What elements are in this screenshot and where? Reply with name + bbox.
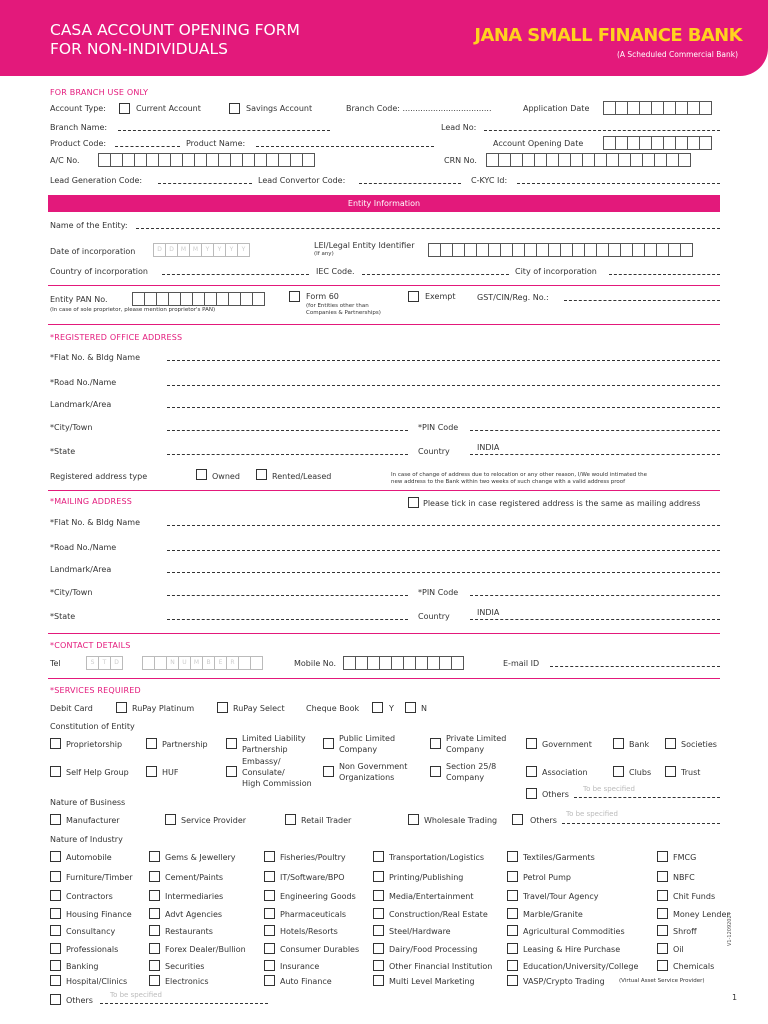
industry-cement: Cement/Paints [165, 873, 224, 882]
mail-pin-label: *PIN Code [418, 588, 459, 597]
doi-boxes[interactable]: D D M M Y Y Y Y [153, 243, 249, 257]
public-ltd-checkbox[interactable] [323, 738, 334, 749]
proprietorship-label: Proprietorship [66, 740, 123, 749]
constitution-others-label: Others [542, 790, 569, 799]
retail-trader-checkbox[interactable] [285, 814, 296, 825]
reg-country-field[interactable] [470, 454, 720, 455]
doi-label: Date of incorporation [50, 247, 136, 256]
branch-name-label: Branch Name: [50, 123, 108, 132]
industry-checkbox[interactable] [264, 871, 275, 882]
retail-trader-label: Retail Trader [301, 816, 352, 825]
industry-checkbox[interactable] [264, 908, 275, 919]
industry-checkbox[interactable] [149, 890, 160, 901]
page-number: 1 [732, 993, 738, 1002]
industry-checkbox[interactable] [50, 890, 61, 901]
industry-checkbox[interactable] [149, 871, 160, 882]
industry-checkbox[interactable] [373, 975, 384, 986]
industry-checkbox[interactable] [264, 960, 275, 971]
lei-sub: (If any) [314, 251, 334, 257]
clubs-label: Clubs [629, 768, 652, 777]
rupay-select-checkbox[interactable] [217, 702, 228, 713]
industry-others-field[interactable] [100, 1003, 268, 1004]
industry-checkbox[interactable] [264, 851, 275, 862]
manufacturer-checkbox[interactable] [50, 814, 61, 825]
business-others-label: Others [530, 816, 557, 825]
industry-checkbox[interactable] [50, 851, 61, 862]
industry-checkbox[interactable] [507, 960, 518, 971]
iec-label: IEC Code. [316, 267, 355, 276]
product-name-label: Product Name: [186, 139, 246, 148]
industry-vasp: VASP/Crypto Trading [523, 977, 605, 986]
industry-checkbox[interactable] [264, 925, 275, 936]
pan-label: Entity PAN No. [50, 295, 108, 304]
std-boxes[interactable]: S T D [86, 656, 122, 670]
tel-label: Tel [50, 659, 61, 668]
trust-checkbox[interactable] [665, 766, 676, 777]
business-others-checkbox[interactable] [512, 814, 523, 825]
debit-card-label: Debit Card [50, 704, 93, 713]
ckyc-label: C-KYC Id: [471, 176, 508, 185]
sec25-checkbox[interactable] [430, 766, 441, 777]
reg-state-field[interactable] [167, 454, 408, 455]
gst-label: GST/CIN/Reg. No.: [477, 293, 549, 302]
reg-flat-field[interactable] [167, 360, 720, 361]
cheque-yes-checkbox[interactable] [372, 702, 383, 713]
lead-no-field[interactable] [484, 130, 720, 131]
industry-checkbox[interactable] [657, 943, 668, 954]
industry-shroff: Shroff [673, 927, 697, 936]
reg-country-value: INDIA [477, 443, 500, 452]
email-field[interactable] [550, 666, 720, 667]
industry-professionals: Professionals [66, 945, 119, 954]
reg-landmark-label: Landmark/Area [50, 400, 112, 409]
industry-checkbox[interactable] [264, 975, 275, 986]
email-label: E-mail ID [503, 659, 540, 668]
industry-checkbox[interactable] [50, 925, 61, 936]
huf-label: HUF [162, 768, 179, 777]
business-others-placeholder: To be specified [566, 810, 618, 818]
form60-checkbox[interactable] [289, 291, 300, 302]
lei-boxes[interactable] [428, 243, 692, 257]
private-ltd-checkbox[interactable] [430, 738, 441, 749]
industry-travel: Travel/Tour Agency [523, 892, 599, 901]
industry-electronics: Electronics [165, 977, 209, 986]
industry-construction: Construction/Real Estate [389, 910, 488, 919]
industry-contractors: Contractors [66, 892, 113, 901]
industry-checkbox[interactable] [149, 943, 160, 954]
rupay-platinum-checkbox[interactable] [116, 702, 127, 713]
mail-country-label: Country [418, 612, 450, 621]
llp-label: Limited Liability Partnership [242, 734, 306, 754]
industry-hospital: Hospital/Clinics [66, 977, 128, 986]
ckyc-field[interactable] [517, 183, 720, 184]
industry-insurance: Insurance [280, 962, 320, 971]
services-heading: *SERVICES REQUIRED [50, 686, 141, 695]
ngo-checkbox[interactable] [323, 766, 334, 777]
mail-city-label: *City/Town [50, 588, 93, 597]
shg-checkbox[interactable] [50, 766, 61, 777]
tel-number-boxes[interactable]: N U M B E R [142, 656, 262, 670]
industry-oil: Oil [673, 945, 684, 954]
industry-mlm: Multi Level Marketing [389, 977, 475, 986]
industry-engineering: Engineering Goods [280, 892, 356, 901]
product-code-label: Product Code: [50, 139, 107, 148]
cheque-yes-label: Y [389, 704, 394, 713]
reg-pin-label: *PIN Code [418, 423, 459, 432]
industry-checkbox[interactable] [507, 871, 518, 882]
manufacturer-label: Manufacturer [66, 816, 120, 825]
embassy-checkbox[interactable] [226, 766, 237, 777]
bank-name: JANA SMALL FINANCE BANK [474, 25, 742, 46]
branch-heading: FOR BRANCH USE ONLY [50, 88, 149, 97]
industry-intermediaries: Intermediaries [165, 892, 224, 901]
divider [48, 490, 720, 491]
industry-other-financial: Other Financial Institution [389, 962, 493, 971]
lead-no-label: Lead No: [441, 123, 477, 132]
mail-state-label: *State [50, 612, 76, 621]
industry-gems: Gems & Jewellery [165, 853, 236, 862]
industry-checkbox[interactable] [50, 975, 61, 986]
mail-heading: *MAILING ADDRESS [50, 497, 133, 506]
industry-housing-finance: Housing Finance [66, 910, 132, 919]
industry-checkbox[interactable] [657, 908, 668, 919]
opening-date-boxes[interactable] [603, 136, 711, 150]
industry-media: Media/Entertainment [389, 892, 474, 901]
llp-checkbox[interactable] [226, 738, 237, 749]
bank-label: Bank [629, 740, 650, 749]
ac-no-label: A/C No. [50, 156, 80, 165]
reg-road-field[interactable] [167, 385, 720, 386]
reg-flat-label: *Flat No. & Bldg Name [50, 353, 141, 362]
constitution-others-checkbox[interactable] [526, 788, 537, 799]
country-inc-field[interactable] [162, 274, 309, 275]
current-account-checkbox[interactable] [119, 103, 130, 114]
industry-checkbox[interactable] [507, 851, 518, 862]
current-account-label: Current Account [136, 104, 201, 113]
lead-conv-field[interactable] [359, 183, 461, 184]
industry-checkbox[interactable] [657, 871, 668, 882]
industry-securities: Securities [165, 962, 205, 971]
pan-note: (In case of sole proprietor, please mention proprietor's PAN) [50, 307, 216, 313]
form-title: CASA ACCOUNT OPENING FORM FOR NON-INDIVIDUALS [50, 21, 300, 58]
reg-country-label: Country [418, 447, 450, 456]
divider [48, 285, 720, 286]
government-checkbox[interactable] [526, 738, 537, 749]
association-checkbox[interactable] [526, 766, 537, 777]
industry-checkbox[interactable] [149, 908, 160, 919]
societies-label: Societies [681, 740, 717, 749]
constitution-others-placeholder: To be specified [583, 785, 635, 793]
embassy-label: Embassy/ Consulate/ High Commission [242, 757, 312, 788]
city-inc-field[interactable] [609, 274, 720, 275]
cheque-no-checkbox[interactable] [405, 702, 416, 713]
industry-transport: Transportation/Logistics [389, 853, 485, 862]
ac-no-boxes[interactable] [98, 153, 314, 167]
mail-country-value: INDIA [477, 608, 500, 617]
industry-money-lender: Money Lender [673, 910, 730, 919]
crn-no-boxes[interactable] [486, 153, 690, 167]
industry-checkbox[interactable] [507, 943, 518, 954]
industry-textiles: Textiles/Garments [523, 853, 595, 862]
shg-label: Self Help Group [66, 768, 129, 777]
mail-pin-field[interactable] [470, 595, 720, 596]
gst-field[interactable] [564, 300, 720, 301]
industry-nbfc: NBFC [673, 873, 695, 882]
version-code: V1-12092024 [727, 912, 733, 946]
industry-others-checkbox[interactable] [50, 994, 61, 1005]
mobile-label: Mobile No. [294, 659, 337, 668]
rupay-platinum-label: RuPay Platinum [132, 704, 195, 713]
huf-checkbox[interactable] [146, 766, 157, 777]
industry-marble: Marble/Granite [523, 910, 583, 919]
trust-label: Trust [681, 768, 701, 777]
pan-boxes[interactable] [132, 292, 264, 306]
industry-checkbox[interactable] [50, 871, 61, 882]
product-name-field[interactable] [256, 146, 434, 147]
industry-chemicals: Chemicals [673, 962, 715, 971]
industry-checkbox[interactable] [149, 975, 160, 986]
rupay-select-label: RuPay Select [233, 704, 285, 713]
same-address-checkbox[interactable] [408, 497, 419, 508]
clubs-checkbox[interactable] [613, 766, 624, 777]
same-address-label: Please tick in case registered address is the same as mailing address [423, 499, 701, 508]
bank-checkbox[interactable] [613, 738, 624, 749]
industry-auto-finance: Auto Finance [280, 977, 332, 986]
country-inc-label: Country of incorporation [50, 267, 148, 276]
divider [48, 324, 720, 325]
savings-account-label: Savings Account [246, 104, 313, 113]
header-banner [0, 0, 768, 76]
form60-label: Form 60 [306, 292, 339, 301]
industry-checkbox[interactable] [507, 890, 518, 901]
industry-checkbox[interactable] [264, 943, 275, 954]
contact-heading: *CONTACT DETAILS [50, 641, 131, 650]
branch-code-field[interactable]: Branch Code: ................................... [346, 104, 492, 113]
lei-label: LEI/Legal Entity Identifier [314, 241, 415, 250]
entity-name-label: Name of the Entity: [50, 221, 128, 230]
industry-checkbox[interactable] [373, 890, 384, 901]
industry-consumer-durables: Consumer Durables [280, 945, 360, 954]
mail-landmark-field[interactable] [167, 572, 720, 573]
entity-name-field[interactable] [136, 228, 720, 229]
government-label: Government [542, 740, 592, 749]
industry-fmcg: FMCG [673, 853, 697, 862]
industry-checkbox[interactable] [373, 871, 384, 882]
partnership-checkbox[interactable] [146, 738, 157, 749]
mail-road-field[interactable] [167, 550, 720, 551]
reg-state-label: *State [50, 447, 76, 456]
branch-name-field[interactable] [118, 130, 330, 131]
iec-field[interactable] [362, 274, 509, 275]
industry-dairy: Dairy/Food Processing [389, 945, 478, 954]
industry-checkbox[interactable] [149, 960, 160, 971]
proprietorship-checkbox[interactable] [50, 738, 61, 749]
public-ltd-label: Public Limited Company [339, 734, 396, 754]
industry-education: Education/University/College [523, 962, 639, 971]
industry-restaurants: Restaurants [165, 927, 213, 936]
industry-automobile: Automobile [66, 853, 112, 862]
rented-checkbox[interactable] [256, 469, 267, 480]
wholesale-checkbox[interactable] [408, 814, 419, 825]
industry-checkbox[interactable] [149, 851, 160, 862]
industry-heading: Nature of Industry [50, 835, 123, 844]
exempt-checkbox[interactable] [408, 291, 419, 302]
industry-vasp-note: (Virtual Asset Service Provider) [619, 978, 705, 984]
entity-info-bar: Entity Information [48, 195, 720, 212]
cheque-book-label: Cheque Book [306, 704, 360, 713]
owned-checkbox[interactable] [196, 469, 207, 480]
product-code-field[interactable] [115, 146, 180, 147]
industry-petrol: Petrol Pump [523, 873, 571, 882]
divider [48, 633, 720, 634]
rented-label: Rented/Leased [272, 472, 332, 481]
service-provider-label: Service Provider [181, 816, 247, 825]
mail-landmark-label: Landmark/Area [50, 565, 112, 574]
industry-checkbox[interactable] [657, 851, 668, 862]
industry-checkbox[interactable] [373, 960, 384, 971]
industry-steel: Steel/Hardware [389, 927, 451, 936]
mobile-boxes[interactable] [343, 656, 463, 670]
address-change-note: In case of change of address due to relocation or any other reason, I/We would intimated the new address to the Bank within two weeks of such change with a valid address proof [391, 472, 647, 485]
lead-gen-field[interactable] [158, 183, 252, 184]
industry-checkbox[interactable] [657, 890, 668, 901]
savings-account-checkbox[interactable] [229, 103, 240, 114]
industry-it: IT/Software/BPO [280, 873, 345, 882]
industry-checkbox[interactable] [373, 943, 384, 954]
industry-others-placeholder: To be specified [110, 991, 162, 999]
reg-city-field[interactable] [167, 430, 408, 431]
industry-printing: Printing/Publishing [389, 873, 464, 882]
constitution-heading: Constitution of Entity [50, 722, 135, 731]
industry-fisheries: Fisheries/Poultry [280, 853, 346, 862]
owned-label: Owned [212, 472, 240, 481]
industry-pharma: Pharmaceuticals [280, 910, 347, 919]
reg-heading: *REGISTERED OFFICE ADDRESS [50, 333, 183, 342]
industry-checkbox[interactable] [50, 943, 61, 954]
industry-furniture: Furniture/Timber [66, 873, 133, 882]
form60-note: (for Entities other than Companies & Partnerships) [306, 303, 381, 316]
industry-checkbox[interactable] [657, 925, 668, 936]
bank-subtitle: (A Scheduled Commercial Bank) [616, 50, 738, 59]
association-label: Association [542, 768, 588, 777]
industry-agri: Agricultural Commodities [523, 927, 625, 936]
private-ltd-label: Private Limited Company [446, 734, 507, 754]
industry-leasing: Leasing & Hire Purchase [523, 945, 621, 954]
exempt-label: Exempt [425, 292, 456, 301]
industry-checkbox[interactable] [657, 960, 668, 971]
cheque-no-label: N [421, 704, 427, 713]
city-inc-label: City of incorporation [515, 267, 597, 276]
ngo-label: Non Government Organizations [339, 762, 408, 782]
industry-consultancy: Consultancy [66, 927, 116, 936]
wholesale-label: Wholesale Trading [424, 816, 498, 825]
industry-checkbox[interactable] [149, 925, 160, 936]
application-date-boxes[interactable] [603, 101, 711, 115]
industry-hotels: Hotels/Resorts [280, 927, 338, 936]
reg-road-label: *Road No./Name [50, 378, 117, 387]
reg-type-label: Registered address type [50, 472, 148, 481]
industry-chit-funds: Chit Funds [673, 892, 716, 901]
industry-checkbox[interactable] [373, 925, 384, 936]
account-type-label: Account Type: [50, 104, 106, 113]
industry-checkbox[interactable] [373, 851, 384, 862]
industry-checkbox[interactable] [50, 908, 61, 919]
partnership-label: Partnership [162, 740, 208, 749]
societies-checkbox[interactable] [665, 738, 676, 749]
opening-date-label: Account Opening Date [493, 139, 584, 148]
constitution-others-field[interactable] [574, 797, 720, 798]
lead-conv-label: Lead Convertor Code: [258, 176, 346, 185]
service-provider-checkbox[interactable] [165, 814, 176, 825]
divider [48, 678, 720, 679]
reg-city-label: *City/Town [50, 423, 93, 432]
reg-landmark-field[interactable] [167, 407, 720, 408]
crn-no-label: CRN No. [444, 156, 477, 165]
industry-checkbox[interactable] [264, 890, 275, 901]
sec25-label: Section 25/8 Company [446, 762, 497, 782]
industry-advt: Advt Agencies [165, 910, 223, 919]
industry-checkbox[interactable] [507, 908, 518, 919]
application-date-label: Application Date [523, 104, 590, 113]
industry-banking: Banking [66, 962, 99, 971]
mail-flat-field[interactable] [167, 525, 720, 526]
industry-checkbox[interactable] [507, 975, 518, 986]
lead-gen-label: Lead Generation Code: [50, 176, 143, 185]
mail-flat-label: *Flat No. & Bldg Name [50, 518, 141, 527]
mail-city-field[interactable] [167, 595, 408, 596]
business-others-field[interactable] [562, 823, 720, 824]
mail-country-field[interactable] [470, 619, 720, 620]
industry-others-label: Others [66, 996, 93, 1005]
mail-state-field[interactable] [167, 619, 408, 620]
business-heading: Nature of Business [50, 798, 126, 807]
industry-checkbox[interactable] [507, 925, 518, 936]
industry-forex: Forex Dealer/Bullion [165, 945, 246, 954]
mail-road-label: *Road No./Name [50, 543, 117, 552]
industry-checkbox[interactable] [50, 960, 61, 971]
industry-checkbox[interactable] [373, 908, 384, 919]
reg-pin-field[interactable] [470, 430, 720, 431]
